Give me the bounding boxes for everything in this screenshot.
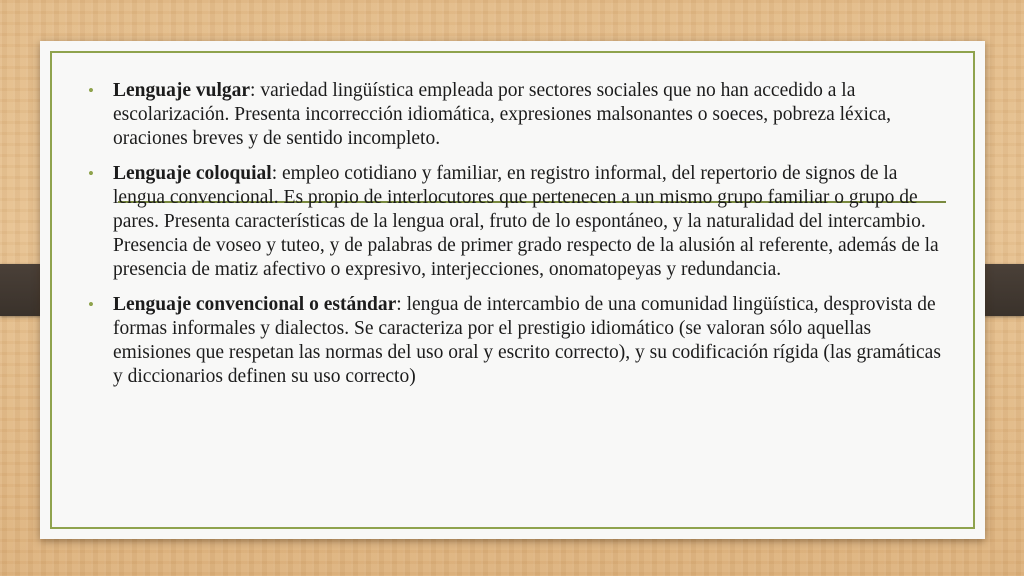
term-label: Lenguaje convencional o estándar	[113, 294, 397, 315]
term-label: Lenguaje coloquial	[113, 163, 272, 184]
bullet-icon: •	[88, 295, 94, 314]
definition-text: : lengua de intercambio de una comunidad lingüística, desprovista de formas informales y dialectos. Se caracteriza por el prestigio idiomático (se valoran sólo aquellas emisiones que respetan las normas del uso oral y escrito correcto), y su codificación rígida (las gramáticas y diccionarios definen su uso correcto)	[113, 294, 941, 387]
bullet-icon: •	[88, 81, 94, 100]
slide-card	[40, 41, 985, 539]
list-item	[86, 293, 946, 389]
bullet-list	[86, 79, 946, 400]
term-label: Lenguaje vulgar	[113, 80, 251, 101]
list-item	[86, 79, 946, 151]
definition-text: : empleo cotidiano y familiar, en registro informal, del repertorio de signos de la lengua convencional. Es propio de interlocutores que pertenecen a un mismo grupo familiar o grupo de pares. Presenta características de la lengua oral, fruto de lo espontáneo, y la naturalidad del intercambio. Presencia de voseo y tuteo, y de palabras de primer grado respecto de la alusión al referente, además de la presencia de matiz afectivo o expresivo, interjecciones, onomatopeyas y redundancia.	[113, 163, 939, 280]
definition-text: : variedad lingüística empleada por sectores sociales que no han accedido a la escolarización. Presenta incorrección idiomática, expresiones malsonantes o soeces, pobreza léxica, oraciones breves y de sentido incompleto.	[113, 80, 892, 149]
bullet-icon: •	[88, 164, 94, 183]
list-item	[86, 162, 946, 282]
